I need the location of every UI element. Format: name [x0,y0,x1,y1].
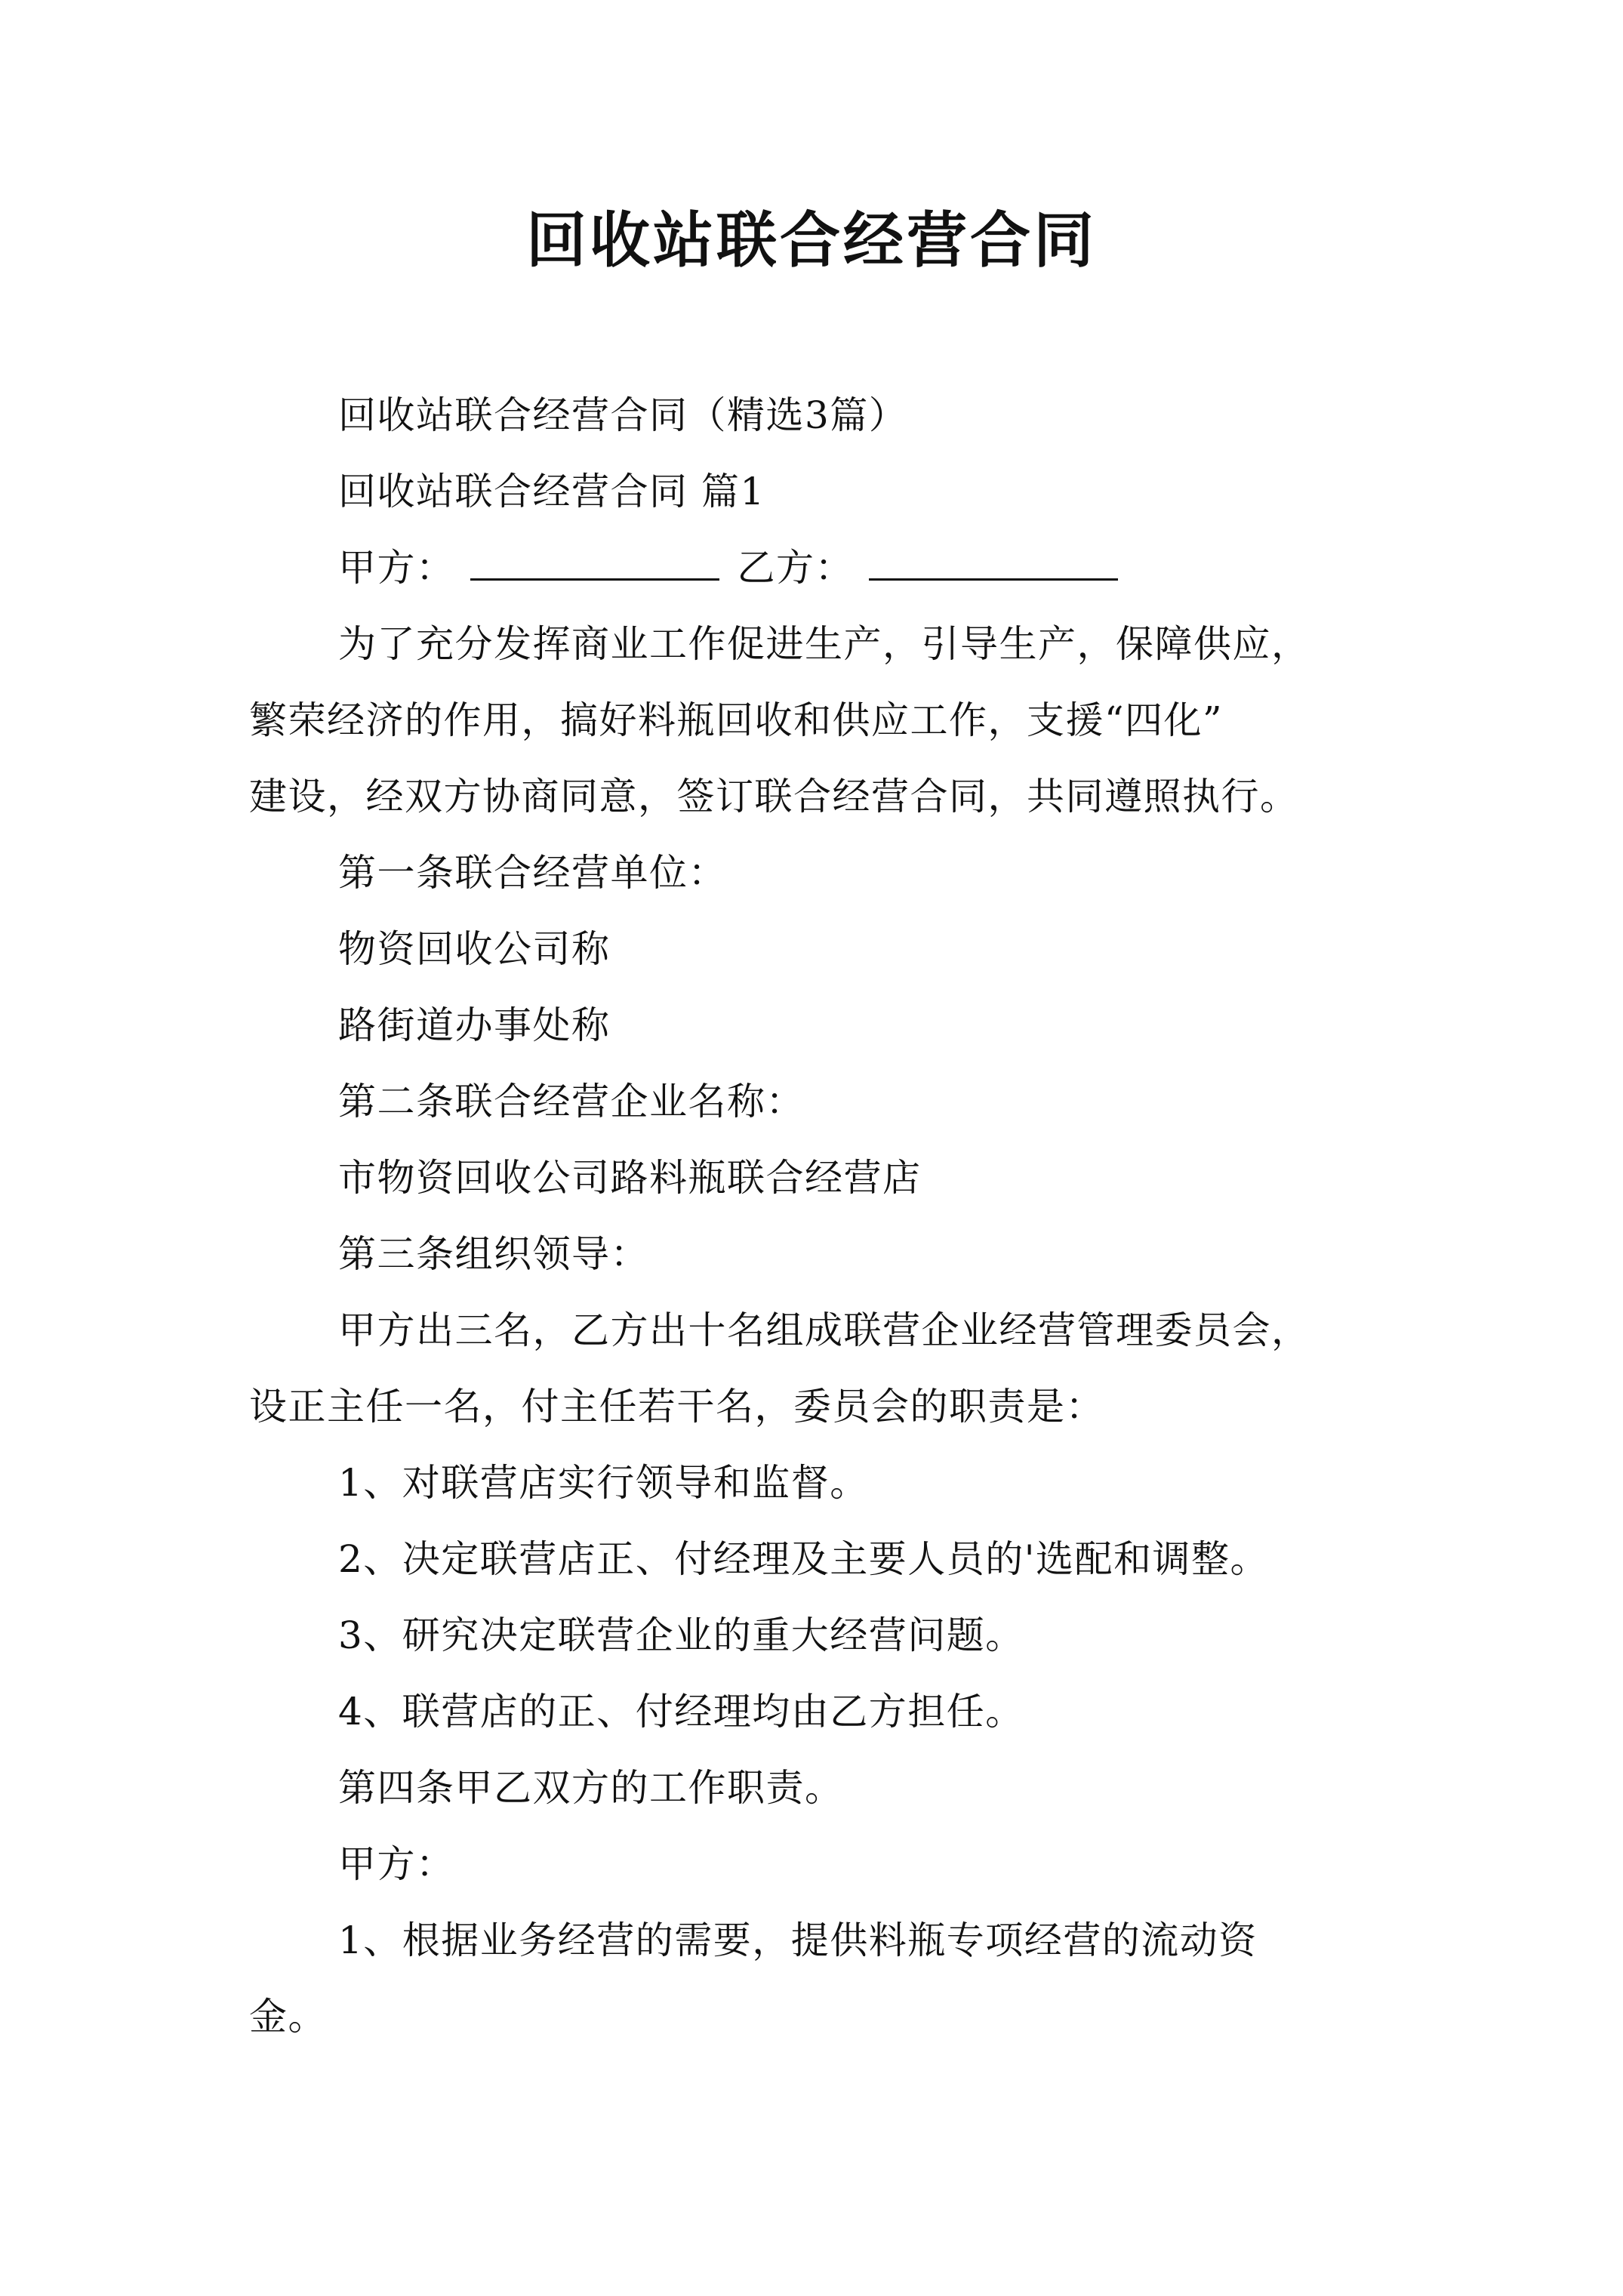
section-heading: 回收站联合经营合同 篇1 [338,470,765,513]
party-a-heading: 甲方： [338,1842,455,1886]
paragraph-line: 甲方出三名，乙方出十名组成联营企业经营管理委员会， [338,1308,1310,1352]
list-item: 4、联营店的正、付经理均由乙方担任。 [338,1690,1024,1734]
document-subtitle: 回收站联合经营合同（精选3篇） [338,393,908,437]
paragraph-line: 设正主任一名，付主任若干名，委员会的职责是： [249,1385,1104,1428]
party-a-blank [470,545,719,581]
list-item: 2、决定联营店正、付经理及主要人员的'选配和调整。 [338,1537,1270,1581]
paragraph-line: 物资回收公司称 [338,927,611,971]
list-item: 1、根据业务经营的需要，提供料瓶专项经营的流动资 [338,1918,1258,1962]
paragraph-line: 路街道办事处称 [338,1003,611,1047]
parties-line [249,530,1381,606]
article-heading: 第四条甲乙双方的工作职责。 [338,1766,844,1810]
document-title: 回收站联合经营合同 [526,205,1097,276]
party-b-blank [869,545,1118,581]
article-heading: 第二条联合经营企业名称： [338,1080,805,1123]
paragraph-line: 繁荣经济的作用，搞好料瓶回收和供应工作，支援“四化” [249,698,1224,742]
article-heading: 第一条联合经营单位： [338,851,727,895]
list-item: 1、对联营店实行领导和监督。 [338,1461,869,1505]
paragraph-line: 建设，经双方协商同意，签订联合经营合同，共同遵照执行。 [249,775,1299,818]
document-body [249,378,1381,2055]
paragraph-line: 为了充分发挥商业工作促进生产，引导生产，保障供应， [338,622,1310,666]
party-a-label: 甲方： [338,546,455,590]
list-item: 3、研究决定联营企业的重大经营问题。 [338,1613,1024,1657]
paragraph-line: 市物资回收公司路料瓶联合经营店 [338,1156,922,1200]
article-heading: 第三条组织领导： [338,1232,649,1276]
paragraph-line: 金。 [249,1995,327,2039]
party-b-label: 乙方： [737,546,854,590]
